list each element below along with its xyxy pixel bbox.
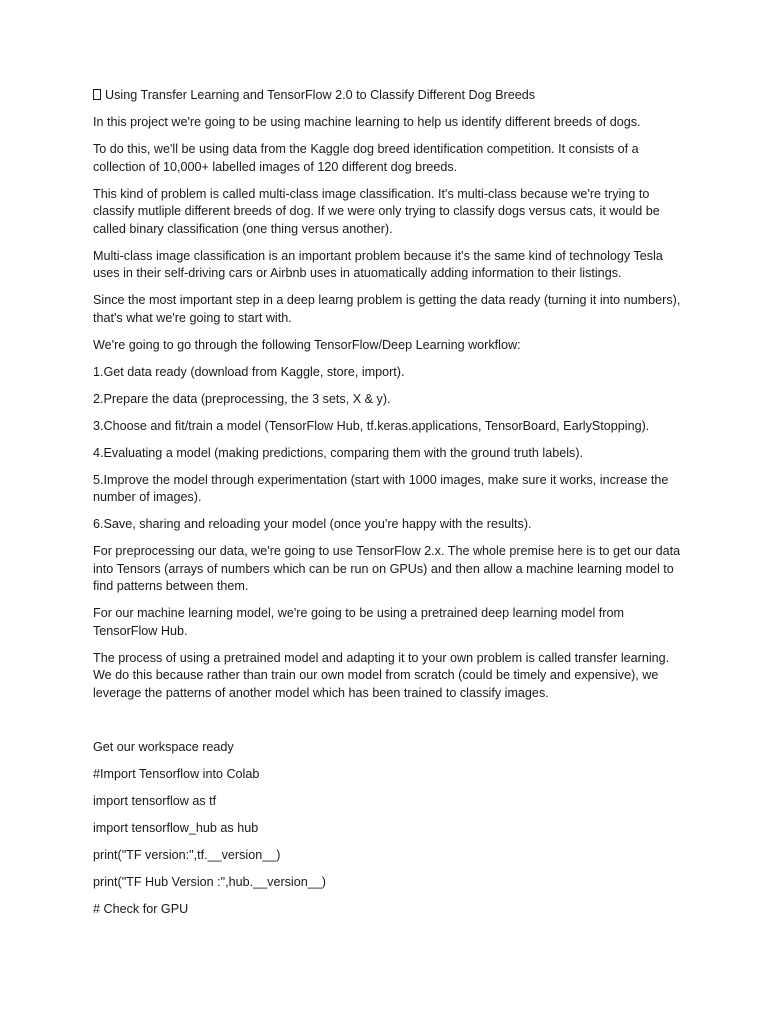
code-line: import tensorflow as tf [93,793,217,808]
workflow-step: 5.Improve the model through experimentation (start with 1000 images, make sure it works, increase the number of images). [93,472,669,504]
code-line: # Check for GPU [93,901,189,916]
workflow-step: 3.Choose and fit/train a model (TensorFlow Hub, tf.keras.applications, TensorBoard, EarlyStopping). [93,418,650,433]
workflow-step: 4.Evaluating a model (making predictions, comparing them with the ground truth labels). [93,445,584,460]
code-line: print("TF version:",tf.__version__) [93,847,281,862]
paragraph-problem-type: This kind of problem is called multi-class image classification. It's multi-class because we're trying to classify mutliple different breeds of dog. If we were only trying to classify dogs versus cats, it would be called binary classification (one thing versus another). [93,186,660,236]
code-line: print("TF Hub Version :",hub.__version__) [93,874,326,889]
paragraph-preprocessing: For preprocessing our data, we're going to use TensorFlow 2.x. The whole premise here is to get our data into Tensors (arrays of numbers which can be run on GPUs) and then allow a machine learning model to find patterns between them. [93,544,681,593]
paragraph-data-source: To do this, we'll be using data from the Kaggle dog breed identification competition. It consists of a collection of 10,000+ labelled images of 120 different dog breeds. [93,142,639,174]
document-body [93,87,683,928]
paragraph-data-ready: Since the most important step in a deep learng problem is getting the data ready (turning it into numbers), that's what we're going to start with. [93,293,681,325]
document-title [93,87,683,105]
workflow-step: 2.Prepare the data (preprocessing, the 3 sets, X & y). [93,391,391,406]
document-title-text: Using Transfer Learning and TensorFlow 2.0 to Classify Different Dog Breeds [105,88,536,102]
missing-glyph-icon [93,89,101,100]
paragraph-workflow-intro: We're going to go through the following TensorFlow/Deep Learning workflow: [93,337,521,352]
paragraph-importance: Multi-class image classification is an important problem because it's the same kind of technology Tesla uses in their self-driving cars or Airbnb uses in atuomatically adding information to their listings. [93,248,663,280]
section-spacer [93,712,683,739]
paragraph-transfer-learning: The process of using a pretrained model and adapting it to your own problem is called transfer learning. We do this because rather than train our own model from scratch (could be timely and expensive), we leverage the patterns of another model which has been trained to classify images. [93,650,670,700]
code-line: import tensorflow_hub as hub [93,820,259,835]
code-section-heading: Get our workspace ready [93,739,234,754]
paragraph-model: For our machine learning model, we're going to be using a pretrained deep learning model from TensorFlow Hub. [93,606,624,638]
workflow-step: 1.Get data ready (download from Kaggle, store, import). [93,364,405,379]
code-line: #Import Tensorflow into Colab [93,766,260,781]
workflow-step: 6.Save, sharing and reloading your model (once you're happy with the results). [93,517,532,531]
paragraph-intro: In this project we're going to be using machine learning to help us identify different breeds of dogs. [93,115,641,129]
